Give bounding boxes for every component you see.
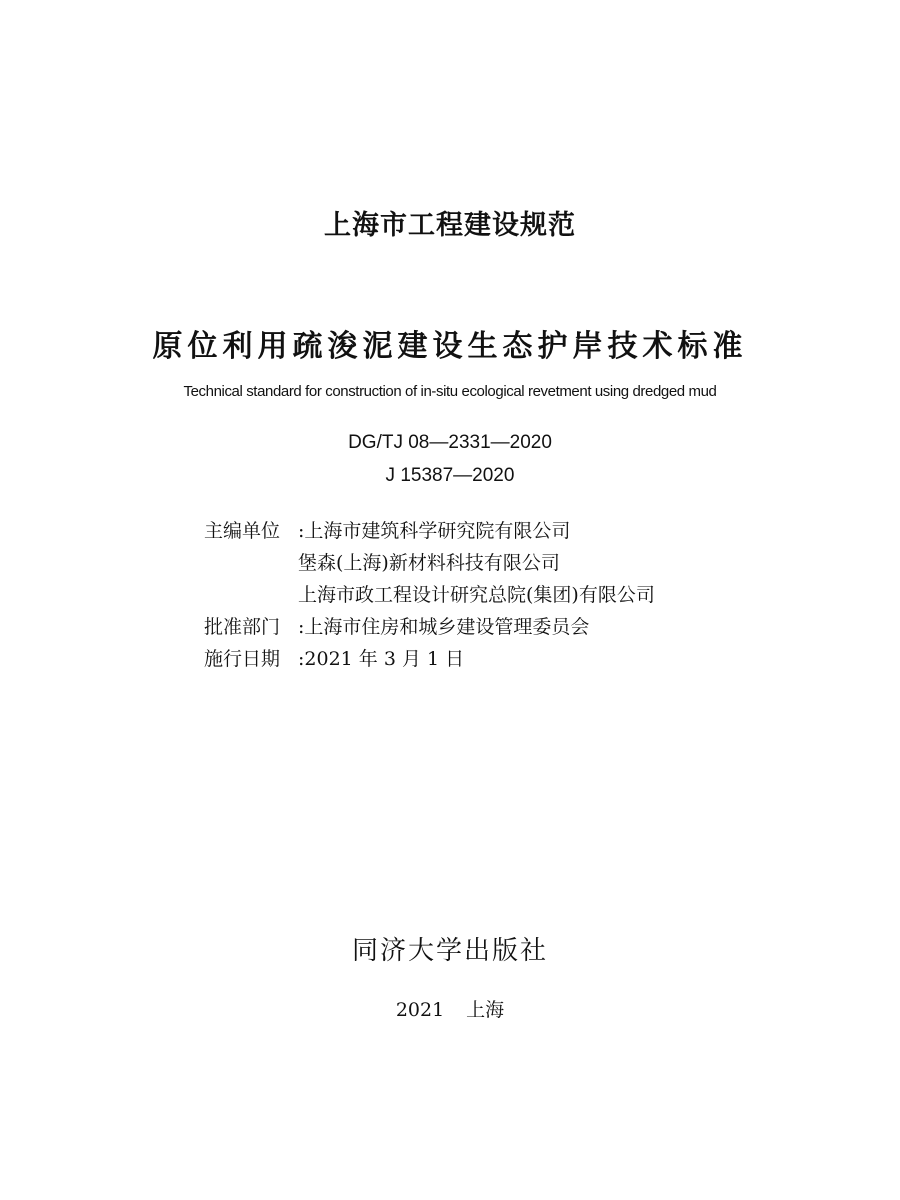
approval-value: 上海市住房和城乡建设管理委员会	[304, 616, 590, 638]
editor-unit-1: 上海市建筑科学研究院有限公司	[304, 520, 571, 542]
approval-row	[204, 615, 589, 639]
effective-row	[204, 647, 464, 671]
record-code: J 15387—2020	[385, 465, 515, 486]
editor-unit-3: 上海市政工程设计研究总院(集团)有限公司	[298, 584, 655, 606]
series-title: 上海市工程建设规范	[324, 210, 576, 241]
english-title: Technical standard for construction of in-situ ecological revetment using dredged mud	[183, 383, 717, 400]
editor-row-1	[204, 519, 570, 543]
approval-colon: :	[298, 616, 305, 638]
publisher-name: 同济大学出版社	[351, 936, 548, 966]
editor-row-3	[298, 583, 655, 607]
publication-line	[0, 995, 900, 1022]
document-title: 原位利用疏浚泥建设生态护岸技术标准	[152, 329, 748, 364]
publication-city: 上海	[466, 999, 505, 1021]
standard-code: DG/TJ 08—2331—2020	[348, 432, 552, 453]
publication-year: 2021	[395, 999, 445, 1021]
effective-label: 施行日期	[204, 648, 281, 670]
effective-colon: :	[298, 648, 305, 670]
editor-row-2	[298, 551, 560, 575]
approval-label: 批准部门	[204, 616, 281, 638]
editor-colon: :	[298, 520, 305, 542]
editor-unit-2: 堡森(上海)新材料科技有限公司	[298, 552, 560, 574]
editor-label: 主编单位	[204, 520, 281, 542]
effective-value: 2021 年 3 月 1 日	[304, 648, 465, 670]
